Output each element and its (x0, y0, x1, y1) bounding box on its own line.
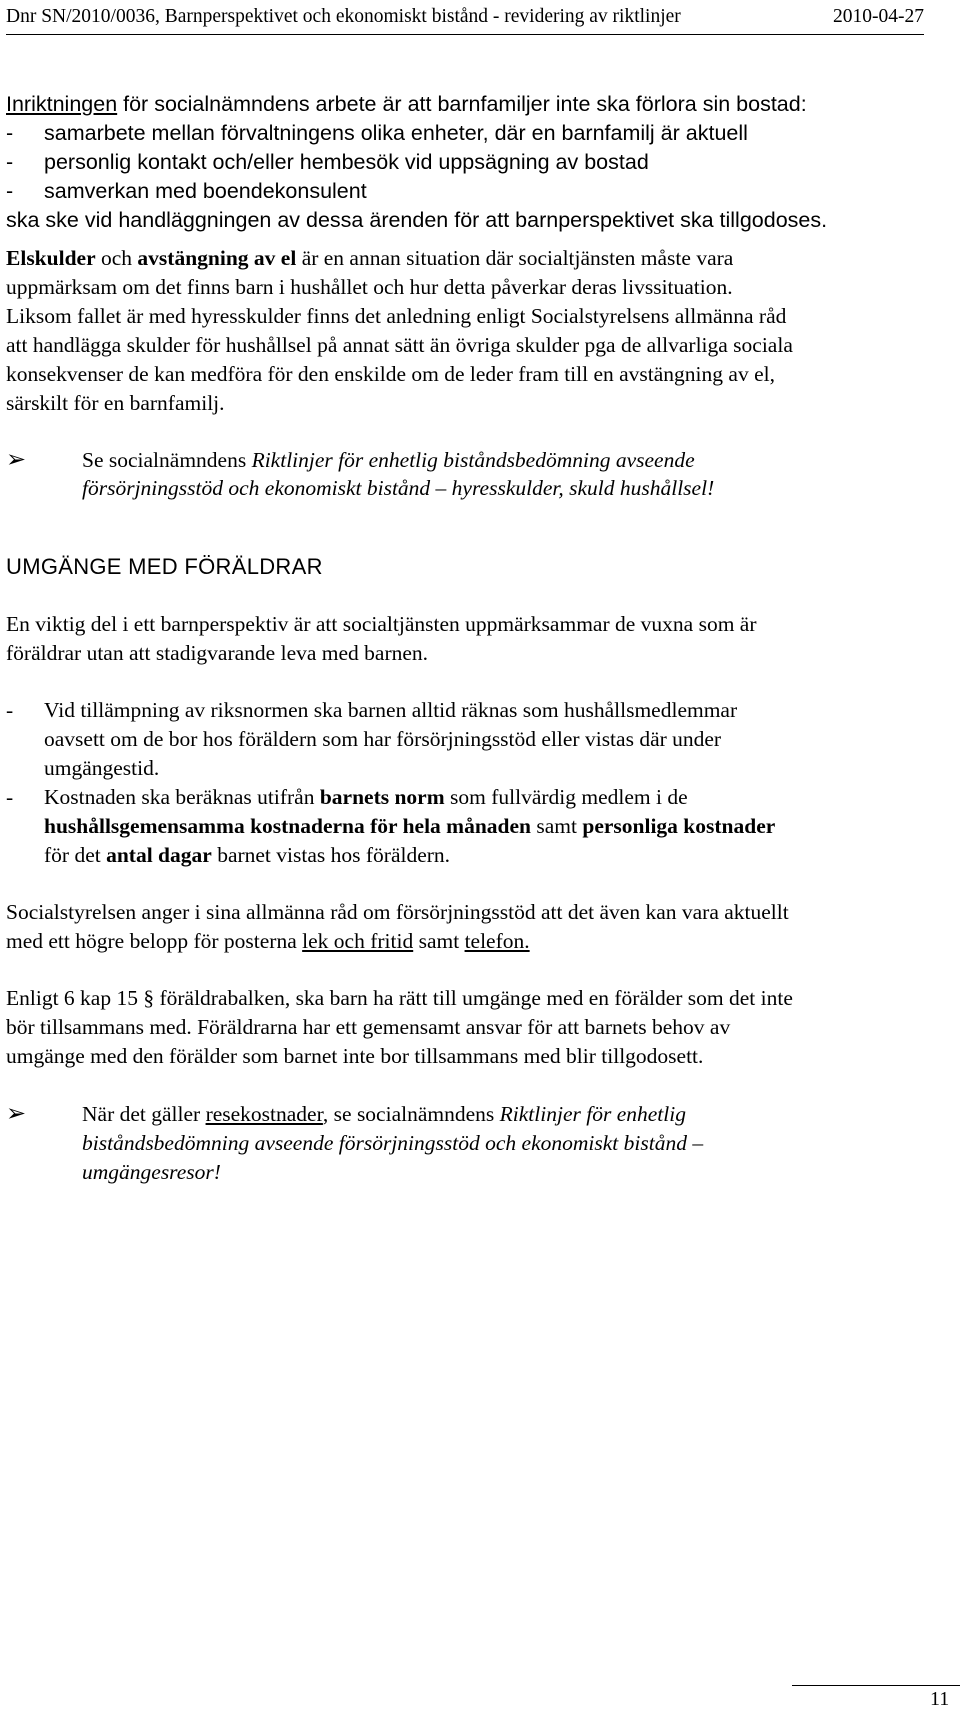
electricity-line-1 (6, 246, 733, 271)
text: Se socialnämndens (82, 448, 252, 472)
text: När det gäller (82, 1102, 206, 1126)
arrow-bullet-icon: ➢ (6, 1101, 27, 1127)
intro-item-text: samverkan med boendekonsulent (44, 179, 367, 203)
section-para-3: Enligt 6 kap 15 § föräldrabalken, ska barn ha rätt till umgänge med en förälder som det inte (6, 986, 793, 1010)
term-elskulder: Elskulder (6, 246, 96, 270)
text: är en annan situation där socialtjänsten måste vara (296, 246, 734, 270)
dash-bullet: - (6, 698, 14, 722)
reference-title-cont: biståndsbedömning avseende försörjningsstöd och ekonomiskt bistånd – (82, 1131, 704, 1155)
dash-bullet: - (6, 150, 14, 174)
intro-item-text: samarbete mellan förvaltningens olika enheter, där en barnfamilj är aktuell (44, 121, 748, 145)
reference-title-cont: umgängesresor! (82, 1160, 221, 1184)
electricity-line-6: särskilt för en barnfamilj. (6, 391, 225, 415)
intro-lead-rest: för socialnämndens arbete är att barnfamiljer inte ska förlora sin bostad: (117, 92, 807, 116)
page-header (6, 0, 924, 35)
list-item-text: oavsett om de bor hos föräldern som har försörjningsstöd eller vistas där under (44, 727, 722, 751)
electricity-line-2: uppmärksam om det finns barn i hushållet och hur detta påverkar deras livssituation. (6, 275, 733, 299)
reference-title: Riktlinjer för enhetlig (499, 1102, 686, 1126)
term-avstangning: avstängning av el (137, 246, 297, 270)
text: samt (413, 929, 465, 953)
underlined-text: resekostnader (205, 1102, 323, 1126)
text: med ett högre belopp för posterna (6, 929, 303, 953)
bold-text: personliga kostnader (582, 814, 776, 838)
section-para-1: En viktig del i ett barnperspektiv är att socialtjänsten uppmärksammar de vuxna som är (6, 612, 757, 636)
list-item-text: Vid tillämpning av riksnormen ska barnen alltid räknas som hushållsmedlemmar (44, 698, 738, 722)
bold-text: barnets norm (319, 785, 445, 809)
footer-rule (792, 1685, 960, 1686)
reference-title: Riktlinjer för enhetlig biståndsbedömning avseende (251, 448, 695, 472)
arrow-bullet-icon: ➢ (6, 447, 27, 473)
dash-bullet: - (6, 121, 14, 145)
text: för det (44, 843, 107, 867)
bold-text: antal dagar (106, 843, 212, 867)
header-title: Dnr SN/2010/0036, Barnperspektivet och ekonomiskt bistånd - revidering av riktlinjer (6, 6, 681, 27)
dash-bullet: - (6, 179, 14, 203)
reference-title-cont: försörjningsstöd och ekonomiskt bistånd – hyresskulder, skuld hushållsel! (82, 476, 715, 500)
section-para-1: föräldrar utan att stadigvarande leva med barnen. (6, 641, 429, 665)
intro-lead (6, 92, 807, 117)
page-number: 11 (930, 1688, 950, 1710)
intro-closing: ska ske vid handläggningen av dessa ärenden för att barnperspektivet ska tillgodoses. (6, 208, 828, 232)
underlined-text: lek och fritid (302, 929, 414, 953)
header-date: 2010-04-27 (833, 6, 924, 27)
bold-text: hushållsgemensamma kostnaderna för hela månaden (44, 814, 531, 838)
text: som fullvärdig medlem i de (444, 785, 688, 809)
text: och (95, 246, 138, 270)
list-item-text (44, 843, 450, 868)
text: , se socialnämndens (322, 1102, 500, 1126)
electricity-line-3: Liksom fallet är med hyresskulder finns det anledning enligt Socialstyrelsens allmänna råd (6, 304, 787, 328)
underlined-text: telefon. (464, 929, 530, 953)
list-item-text (44, 814, 775, 839)
section-para-2 (6, 929, 530, 954)
text: Kostnaden ska beräknas utifrån (44, 785, 320, 809)
section-para-3: umgänge med den förälder som barnet inte bor tillsammans med blir tillgodosett. (6, 1044, 704, 1068)
dash-bullet: - (6, 785, 14, 809)
intro-item-text: personlig kontakt och/eller hembesök vid uppsägning av bostad (44, 150, 649, 174)
intro-lead-underlined: Inriktningen (6, 92, 118, 116)
text: samt (531, 814, 583, 838)
text: barnet vistas hos föräldern. (211, 843, 451, 867)
section-heading: UMGÄNGE MED FÖRÄLDRAR (6, 554, 323, 579)
electricity-line-5: konsekvenser de kan medföra för den enskilde om de leder fram till en avstängning av el, (6, 362, 775, 386)
section-para-2: Socialstyrelsen anger i sina allmänna råd om försörjningsstöd att det även kan vara aktuellt (6, 900, 789, 924)
section-para-3: bör tillsammans med. Föräldrarna har ett gemensamt ansvar för att barnets behov av (6, 1015, 731, 1039)
electricity-line-4: att handlägga skulder för hushållsel på annat sätt än övriga skulder pga de allvarliga sociala (6, 333, 793, 357)
list-item-text: umgängestid. (44, 756, 160, 780)
